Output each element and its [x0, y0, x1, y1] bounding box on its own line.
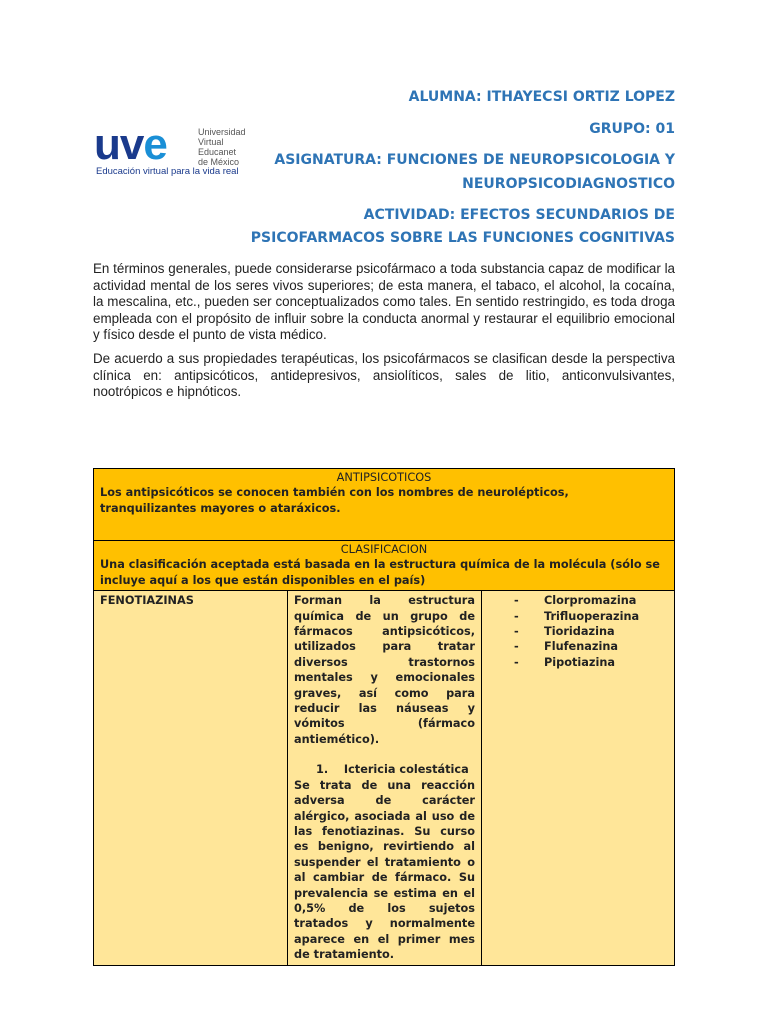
classification-band — [94, 541, 675, 591]
antipsychotics-table — [93, 468, 675, 966]
uve-logo — [94, 120, 274, 181]
table-row — [94, 591, 675, 965]
side-effect-heading — [294, 762, 475, 777]
intro-paragraph: En términos generales, puede considerarse psicofármaco a toda substancia capaz de modificar la actividad mental de los seres vivos superiores; de esta manera, el tabaco, el alcohol, la cocaína, la mescalina, etc., pueden ser conceptualizados como tales. En sentido restringido, es toda droga empleada con el propósito de influir sobre la conducta anormal y restaurar el equilibrio emocional y físico desde el punto de vista médico. — [93, 261, 675, 342]
class-description: Forman la estructura química de un grupo de fármacos antipsicóticos, utilizados para tratar diversos trastornos mentales y emocionales graves, así como para reducir las náuseas y vómitos (fármaco antiemético). — [294, 594, 475, 746]
antipsychotics-band — [94, 469, 675, 541]
table-row — [94, 541, 675, 591]
table-row — [94, 469, 675, 541]
drug-list-cell — [482, 591, 675, 965]
subject-line-1: ASIGNATURA: FUNCIONES DE NEUROPSICOLOGIA Y — [274, 152, 675, 168]
activity-line-1: ACTIVIDAD: EFECTOS SECUNDARIOS DE — [363, 207, 675, 223]
side-effect-number: 1. — [316, 763, 329, 777]
logo-inst-line: Virtual — [198, 137, 224, 147]
logo-inst-line: Educanet — [198, 147, 237, 157]
logo-mark — [94, 120, 167, 169]
logo-tagline: Educación virtual para la vida real — [96, 166, 239, 177]
logo-letter-u: u — [94, 120, 120, 169]
spacer — [294, 747, 475, 762]
logo-institution — [198, 127, 278, 167]
drug-list — [488, 593, 668, 670]
section-title: ANTIPSICOTICOS — [336, 471, 432, 484]
list-item: - Trifluoperazina — [508, 609, 668, 624]
section-text: Los antipsicóticos se conocen también con los nombres de neurolépticos, tranquilizantes mayores o ataráxicos. — [100, 486, 569, 515]
logo-letter-e: e — [143, 120, 167, 169]
section-text: Una clasificación aceptada está basada en la estructura química de la molécula (sólo se incluye aquí a los que están disponibles en el país) — [100, 558, 660, 587]
logo-inst-line: Universidad — [198, 127, 246, 137]
logo-letter-v: v — [119, 120, 144, 169]
activity-line-2: PSICOFARMACOS SOBRE LAS FUNCIONES COGNITIVAS — [250, 230, 675, 246]
logo-inst-line: de México — [198, 157, 240, 167]
drug-class-cell — [94, 591, 288, 965]
drug-class-name: FENOTIAZINAS — [100, 594, 194, 608]
group-label: GRUPO: 01 — [589, 121, 675, 137]
list-item: - Tioridazina — [508, 624, 668, 639]
list-item: - Pipotiazina — [508, 655, 668, 670]
list-item: - Clorpromazina — [508, 593, 668, 608]
list-item: - Flufenazina — [508, 639, 668, 654]
side-effect-text: Se trata de una reacción adversa de carácter alérgico, asociada al uso de las fenotiazinas. Su curso es benigno, revirtiendo al suspender el tratamiento o al cambiar de fármaco. Su prevalencia se estima en el 0,5% de los sujetos tratados y normalmente aparece en el primer mes de tratamiento. — [294, 778, 475, 962]
side-effect-title: Ictericia colestática — [343, 763, 469, 777]
subject-line-2: NEUROPSICODIAGNOSTICO — [462, 176, 675, 192]
classification-paragraph: De acuerdo a sus propiedades terapéuticas, los psicofármacos se clasifican desde la perspectiva clínica en: antipsicóticos, antidepresivos, ansiolíticos, sales de litio, anticonvulsivantes, nootrópicos e hipnóticos. — [93, 351, 675, 399]
student-name: ALUMNA: ITHAYECSI ORTIZ LOPEZ — [408, 89, 675, 105]
description-cell — [288, 591, 482, 965]
section-title: CLASIFICACION — [340, 543, 428, 556]
